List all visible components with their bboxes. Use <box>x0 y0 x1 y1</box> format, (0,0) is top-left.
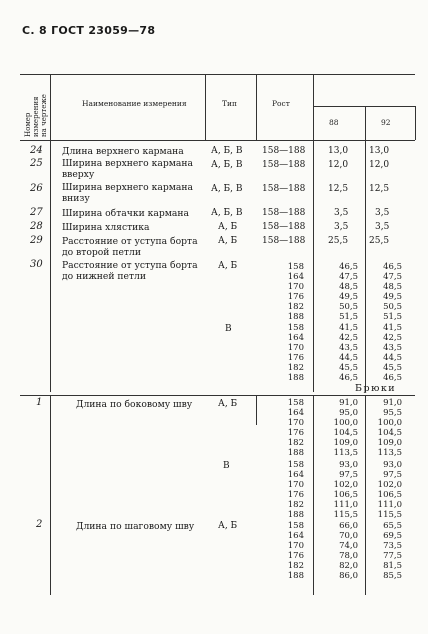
list-value: 50,5 <box>383 302 402 312</box>
list-value: 111,0 <box>377 500 402 510</box>
list-value: 43,5 <box>339 343 358 353</box>
list-value: 106,5 <box>333 490 358 500</box>
row-type: А, Б, В <box>211 184 243 194</box>
row-height: 158—188 <box>262 236 306 246</box>
list-value: 164 <box>287 531 304 541</box>
row-type: А, Б <box>218 222 238 232</box>
row-height: 158—188 <box>262 146 306 156</box>
row-type: В <box>225 324 232 334</box>
header-size-88: 88 <box>329 118 339 127</box>
values-88-list <box>318 262 358 322</box>
list-value: 170 <box>287 282 304 292</box>
list-value: 188 <box>287 373 304 383</box>
values-88-list <box>318 323 358 383</box>
col-sep-4 <box>313 74 314 140</box>
height-list <box>262 460 304 520</box>
list-value: 188 <box>287 510 304 520</box>
list-value: 49,5 <box>339 292 358 302</box>
list-value: 47,5 <box>339 272 358 282</box>
values-92-list <box>358 521 402 581</box>
row-name: Ширина верхнего кармана вверху <box>62 158 193 180</box>
list-value: 188 <box>287 571 304 581</box>
list-value: 42,5 <box>339 333 358 343</box>
body-col-sep-1b <box>50 395 51 595</box>
row-number: 29 <box>30 235 43 246</box>
list-value: 100,0 <box>333 418 358 428</box>
list-value: 47,5 <box>383 272 402 282</box>
list-value: 43,5 <box>383 343 402 353</box>
row-name: Ширина верхнего кармана внизу <box>62 182 193 204</box>
body-col-sep-3 <box>256 395 257 425</box>
col-sep-3 <box>256 74 257 140</box>
header-number-column: Номер измерения на чертеже <box>24 94 48 137</box>
values-88-list <box>318 398 358 458</box>
row-value-88: 3,5 <box>334 208 349 218</box>
list-value: 176 <box>287 551 304 561</box>
table-top-rule <box>20 74 415 75</box>
list-value: 104,5 <box>333 428 358 438</box>
header-size-92: 92 <box>381 118 391 127</box>
list-value: 113,5 <box>377 448 402 458</box>
list-value: 45,5 <box>339 363 358 373</box>
list-value: 113,5 <box>333 448 358 458</box>
row-type: А, Б, В <box>211 160 243 170</box>
list-value: 182 <box>287 302 304 312</box>
row-value-92: 12,5 <box>369 184 390 194</box>
list-value: 51,5 <box>339 312 358 322</box>
list-value: 41,5 <box>339 323 358 333</box>
row-number: 24 <box>30 145 43 156</box>
row-name: Расстояние от уступа борта до второй петли <box>62 236 198 258</box>
row-value-92: 25,5 <box>369 236 390 246</box>
row-value-88: 12,5 <box>328 184 349 194</box>
row-height: 158—188 <box>262 222 306 232</box>
table-header-rule <box>20 140 415 141</box>
list-value: 115,5 <box>333 510 358 520</box>
row-name: Ширина обтачки кармана <box>62 208 189 219</box>
row-type: А, Б, В <box>211 146 243 156</box>
col-sep-1 <box>50 74 51 140</box>
list-value: 66,0 <box>339 521 358 531</box>
section-rule <box>20 395 415 396</box>
row-type: А, Б <box>218 261 238 271</box>
list-value: 69,5 <box>383 531 402 541</box>
values-88-list <box>318 460 358 520</box>
list-value: 188 <box>287 312 304 322</box>
col-sep-6 <box>415 106 416 140</box>
list-value: 46,5 <box>383 373 402 383</box>
row-name: Ширина хлястика <box>62 222 150 233</box>
list-value: 158 <box>287 262 304 272</box>
row-value-88: 3,5 <box>334 222 349 232</box>
row-type: А, Б <box>218 521 238 531</box>
list-value: 48,5 <box>339 282 358 292</box>
row-number: 25 <box>30 158 43 169</box>
col-sep-5 <box>365 106 366 140</box>
list-value: 164 <box>287 272 304 282</box>
list-value: 176 <box>287 490 304 500</box>
list-value: 176 <box>287 292 304 302</box>
list-value: 93,0 <box>383 460 402 470</box>
list-value: 93,0 <box>339 460 358 470</box>
col-sep-2 <box>205 74 206 140</box>
list-value: 85,5 <box>383 571 402 581</box>
list-value: 41,5 <box>383 323 402 333</box>
list-value: 97,5 <box>383 470 402 480</box>
list-value: 176 <box>287 428 304 438</box>
list-value: 170 <box>287 343 304 353</box>
row-height: 158—188 <box>262 184 306 194</box>
row-number: 28 <box>30 221 43 232</box>
list-value: 109,0 <box>377 438 402 448</box>
list-value: 50,5 <box>339 302 358 312</box>
list-value: 104,5 <box>377 428 402 438</box>
list-value: 46,5 <box>339 373 358 383</box>
row-value-92: 3,5 <box>375 222 390 232</box>
list-value: 182 <box>287 561 304 571</box>
row-type: А, Б, В <box>211 208 243 218</box>
list-value: 106,5 <box>377 490 402 500</box>
list-value: 158 <box>287 460 304 470</box>
row-number: 1 <box>36 397 43 408</box>
list-value: 102,0 <box>333 480 358 490</box>
row-height: 158—188 <box>262 160 306 170</box>
section-title: Брюки <box>355 383 397 394</box>
list-value: 100,0 <box>377 418 402 428</box>
header-height-column: Рост <box>272 99 290 108</box>
list-value: 164 <box>287 470 304 480</box>
list-value: 158 <box>287 521 304 531</box>
list-value: 46,5 <box>383 262 402 272</box>
list-value: 86,0 <box>339 571 358 581</box>
list-value: 164 <box>287 408 304 418</box>
list-value: 95,5 <box>383 408 402 418</box>
list-value: 48,5 <box>383 282 402 292</box>
list-value: 158 <box>287 323 304 333</box>
header-name-column: Наименование измерения <box>82 99 187 108</box>
list-value: 44,5 <box>339 353 358 363</box>
row-number: 30 <box>30 259 43 270</box>
list-value: 73,5 <box>383 541 402 551</box>
list-value: 74,0 <box>339 541 358 551</box>
list-value: 97,5 <box>339 470 358 480</box>
row-name: Длина по боковому шву <box>76 399 193 410</box>
list-value: 81,5 <box>383 561 402 571</box>
body-col-sep-4b <box>313 395 314 595</box>
list-value: 164 <box>287 333 304 343</box>
size-subheader-rule <box>313 106 415 107</box>
list-value: 115,5 <box>377 510 402 520</box>
list-value: 82,0 <box>339 561 358 571</box>
list-value: 188 <box>287 448 304 458</box>
row-number: 27 <box>30 207 43 218</box>
height-list <box>262 398 304 458</box>
body-col-sep-4 <box>313 140 314 392</box>
list-value: 65,5 <box>383 521 402 531</box>
list-value: 45,5 <box>383 363 402 373</box>
list-value: 46,5 <box>339 262 358 272</box>
row-name: Длина верхнего кармана <box>62 146 184 157</box>
values-92-list <box>358 262 402 322</box>
header-type-column: Тип <box>222 99 237 108</box>
list-value: 170 <box>287 480 304 490</box>
list-value: 170 <box>287 418 304 428</box>
row-value-92: 3,5 <box>375 208 390 218</box>
row-number: 2 <box>36 519 43 530</box>
row-value-88: 12,0 <box>328 160 349 170</box>
row-name: Длина по шаговому шву <box>76 521 195 532</box>
row-name: Расстояние от уступа борта до нижней петли <box>62 260 198 282</box>
values-88-list <box>318 521 358 581</box>
row-number: 26 <box>30 183 43 194</box>
list-value: 176 <box>287 353 304 363</box>
list-value: 91,0 <box>383 398 402 408</box>
height-list <box>262 521 304 581</box>
list-value: 111,0 <box>333 500 358 510</box>
list-value: 102,0 <box>377 480 402 490</box>
values-92-list <box>358 323 402 383</box>
list-value: 170 <box>287 541 304 551</box>
list-value: 182 <box>287 500 304 510</box>
row-value-88: 25,5 <box>328 236 349 246</box>
list-value: 182 <box>287 363 304 373</box>
list-value: 77,5 <box>383 551 402 561</box>
values-92-list <box>358 460 402 520</box>
list-value: 78,0 <box>339 551 358 561</box>
list-value: 70,0 <box>339 531 358 541</box>
body-col-sep-1 <box>50 140 51 392</box>
list-value: 158 <box>287 398 304 408</box>
list-value: 182 <box>287 438 304 448</box>
row-value-92: 12,0 <box>369 160 390 170</box>
values-92-list <box>358 398 402 458</box>
page-header: С. 8 ГОСТ 23059—78 <box>22 24 156 37</box>
row-value-88: 13,0 <box>328 146 349 156</box>
list-value: 49,5 <box>383 292 402 302</box>
row-type: А, Б <box>218 399 238 409</box>
list-value: 51,5 <box>383 312 402 322</box>
height-list <box>262 262 304 322</box>
row-type: А, Б <box>218 236 238 246</box>
height-list <box>262 323 304 383</box>
list-value: 44,5 <box>383 353 402 363</box>
list-value: 95,0 <box>339 408 358 418</box>
list-value: 109,0 <box>333 438 358 448</box>
list-value: 91,0 <box>339 398 358 408</box>
list-value: 42,5 <box>383 333 402 343</box>
row-height: 158—188 <box>262 208 306 218</box>
row-value-92: 13,0 <box>369 146 390 156</box>
row-type: В <box>223 461 230 471</box>
